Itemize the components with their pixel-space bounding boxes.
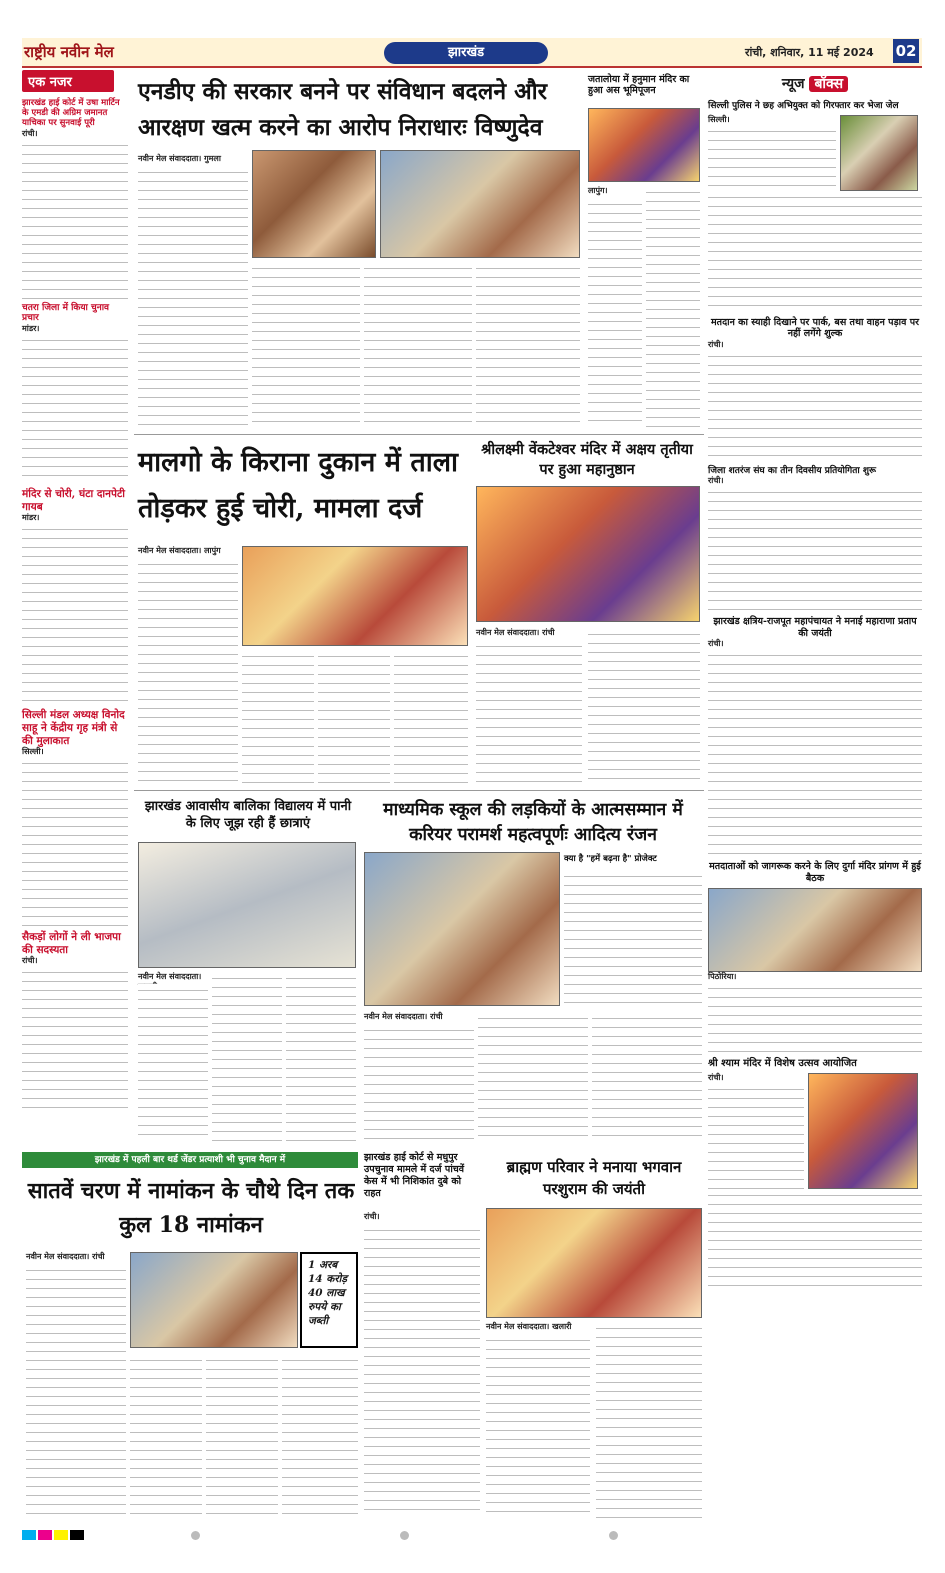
article-body bbox=[364, 1224, 480, 1518]
article-body bbox=[646, 186, 700, 428]
article-body bbox=[708, 1083, 804, 1189]
right-item-head: मतदान का स्याही दिखाने पर पार्क, बस तथा वाहन पड़ाव पर नहीं लगेंगे शुल्क bbox=[711, 316, 919, 340]
hanuman-byline: लापुंग। bbox=[588, 186, 608, 195]
article-body bbox=[130, 1354, 202, 1518]
article-body bbox=[708, 125, 836, 191]
parshuram-byline: नवीन मेल संवाददाता। खलारी bbox=[486, 1322, 572, 1331]
seizure-quote: 1 अरब 14 करोड़ 40 लाख रुपये का जब्ती bbox=[300, 1252, 358, 1348]
right-item-lead: पिठोरिया। bbox=[708, 971, 737, 981]
venkatesh-byline: नवीन मेल संवाददाता। रांची bbox=[476, 628, 555, 637]
article-body bbox=[282, 1354, 358, 1518]
article-body bbox=[26, 1264, 126, 1518]
article-body bbox=[286, 972, 356, 1142]
students-photo bbox=[364, 852, 560, 1006]
divider bbox=[134, 434, 704, 435]
dateline: रांची, शनिवार, 11 मई 2024 bbox=[745, 46, 874, 59]
right-item-lead: रांची। bbox=[708, 476, 724, 486]
venkatesh-headline: श्रीलक्ष्मी वेंकटेश्वर मंदिर में अक्षय तृतीया पर हुआ महानुष्ठान bbox=[481, 441, 693, 478]
left-item-lead: सिल्ली। bbox=[22, 747, 44, 757]
meeting-photo bbox=[708, 888, 922, 972]
article-body bbox=[22, 966, 128, 1116]
right-item-lead: रांची। bbox=[708, 639, 724, 649]
newspaper-logo: राष्ट्रीय नवीन मेल bbox=[24, 43, 114, 61]
rally-photo bbox=[252, 150, 376, 258]
article-body bbox=[394, 650, 468, 784]
left-item-lead: मांडर। bbox=[22, 513, 40, 523]
parshuram-headline: ब्राह्मण परिवार ने मनाया भगवान परशुराम की जयंती bbox=[506, 1158, 682, 1198]
news-box-title-a: न्यूज bbox=[781, 76, 805, 92]
article-body bbox=[708, 191, 922, 311]
shyam-temple-photo bbox=[808, 1073, 918, 1189]
school-box-head: क्या है "हमें बढ़ना है" प्रोजेक्ट bbox=[564, 854, 657, 864]
article-body bbox=[22, 334, 128, 484]
article-body bbox=[22, 139, 128, 299]
article-body bbox=[318, 650, 390, 784]
election-headline: सातवें चरण में नामांकन के चौथे दिन तक कुल 18 नामांकन bbox=[27, 1178, 355, 1238]
school-headline: माध्यमिक स्कूल की लड़कियों के आत्मसम्मान में करियर परामर्श महत्वपूर्णः आदित्य रंजन bbox=[383, 800, 683, 845]
crowd-photo bbox=[380, 150, 580, 258]
hanuman-headline: जतालोया में हनुमान मंदिर का हुआ अस भूमिपूजन bbox=[588, 74, 690, 97]
ek-nazar-label: एक नजर bbox=[22, 70, 114, 92]
court-lead: रांची। bbox=[364, 1212, 380, 1221]
divider bbox=[134, 790, 704, 791]
official-photo bbox=[130, 1252, 298, 1348]
article-body bbox=[242, 650, 314, 784]
school-byline: नवीन मेल संवाददाता। रांची bbox=[364, 1012, 443, 1021]
right-item-head: सिल्ली पुलिस ने छह अभियुक्त को गिरफ्तार कर भेजा जेल bbox=[708, 101, 899, 111]
temple-photo bbox=[588, 108, 700, 182]
left-item-lead: मांडर। bbox=[22, 324, 40, 334]
right-item-head: झारखंड क्षत्रिय-राजपूत महापंचायत ने मनाई महाराणा प्रताप की जयंती bbox=[713, 616, 917, 639]
article-body bbox=[588, 198, 642, 428]
article-body bbox=[138, 558, 238, 784]
hostel-byline: नवीन मेल संवाददाता। bbox=[138, 972, 202, 981]
shop-photo bbox=[242, 546, 468, 646]
article-body bbox=[476, 262, 580, 430]
left-news-column bbox=[22, 70, 128, 1155]
left-item-head: मंदिर से चोरी, घंटा दानपेटी गायब bbox=[22, 488, 125, 513]
article-body bbox=[478, 1012, 588, 1142]
news-box-title bbox=[708, 70, 922, 97]
ritual-photo bbox=[476, 486, 700, 622]
lead-byline: नवीन मेल संवाददाता। गुमला bbox=[138, 154, 221, 163]
left-item-head: सिल्ली मंडल अध्यक्ष विनोद साहू ने केंद्रीय गृह मंत्री से की मुलाकात bbox=[22, 709, 125, 747]
theft-headline: मालगो के किराना दुकान में ताला तोड़कर हुई चोरी, मामला दर्ज bbox=[138, 447, 458, 524]
left-item-lead: रांची। bbox=[22, 956, 38, 966]
article-body bbox=[486, 1334, 590, 1518]
article-body bbox=[708, 1189, 922, 1293]
article-body bbox=[138, 166, 248, 428]
election-kicker: झारखंड में पहली बार थर्ड जेंडर प्रत्याशी भी चुनाव मैदान में bbox=[22, 1152, 358, 1168]
color-registration-bar bbox=[22, 1525, 922, 1535]
accused-photo bbox=[840, 115, 918, 191]
left-item-head: चतरा जिला में किया चुनाव प्रचार bbox=[22, 302, 110, 324]
article-body bbox=[364, 1024, 474, 1142]
article-body bbox=[22, 757, 128, 927]
article-body bbox=[212, 972, 282, 1142]
school-building-photo bbox=[138, 842, 356, 968]
article-body bbox=[564, 870, 702, 1006]
article-body bbox=[588, 628, 700, 784]
left-item-head: झारखंड हाई कोर्ट में उषा मार्टिन के एमडी की अग्रिम जमानत याचिका पर सुनवाई पूरी bbox=[22, 98, 120, 129]
page-number: 02 bbox=[893, 39, 919, 63]
court-headline: झारखंड हाई कोर्ट से मधुपुर उपचुनाव मामले में दर्ज पांचवें केस में भी निशिकांत दुबे को राहत bbox=[364, 1152, 465, 1199]
theft-byline: नवीन मेल संवाददाता। लापुंग bbox=[138, 546, 221, 555]
article-body bbox=[708, 350, 922, 460]
article-body bbox=[138, 984, 208, 1142]
election-byline: नवीन मेल संवाददाता। रांची bbox=[26, 1252, 105, 1261]
left-item-head: सैकड़ों लोगों ने ली भाजपा की सदस्यता bbox=[22, 931, 121, 956]
right-item-head: श्री श्याम मंदिर में विशेष उत्सव आयोजित bbox=[708, 1057, 857, 1069]
hostel-headline: झारखंड आवासीय बालिका विद्यालय में पानी के लिए जूझ रही हैं छात्राएं bbox=[144, 799, 352, 831]
left-item-lead: रांची। bbox=[22, 128, 38, 138]
news-box-column bbox=[708, 70, 922, 1293]
section-tag: झारखंड bbox=[384, 42, 548, 64]
article-body bbox=[206, 1354, 278, 1518]
article-body bbox=[22, 523, 128, 705]
article-body bbox=[596, 1322, 702, 1518]
right-item-head: जिला शतरंज संघ का तीन दिवसीय प्रतियोगिता शुरू bbox=[708, 465, 876, 476]
article-body bbox=[592, 1012, 702, 1142]
article-body bbox=[708, 982, 922, 1052]
right-item-lead: सिल्ली। bbox=[708, 114, 730, 124]
right-item-head: मतदाताओं को जागरूक करने के लिए दुर्गा मंदिर प्रांगण में हुई बैठक bbox=[709, 861, 921, 884]
article-body bbox=[708, 486, 922, 610]
article-body bbox=[476, 640, 582, 784]
right-item-lead: रांची। bbox=[708, 339, 724, 349]
lead-headline: एनडीए की सरकार बनने पर संविधान बदलने और आरक्षण खत्म करने का आरोप निराधारः विष्णुदेव bbox=[138, 78, 548, 141]
right-item-lead: रांची। bbox=[708, 1072, 724, 1082]
celebration-photo bbox=[486, 1208, 702, 1318]
article-body bbox=[708, 649, 922, 855]
article-body bbox=[252, 262, 360, 430]
article-body bbox=[364, 262, 472, 430]
news-box-title-b: बॉक्स bbox=[809, 76, 848, 92]
